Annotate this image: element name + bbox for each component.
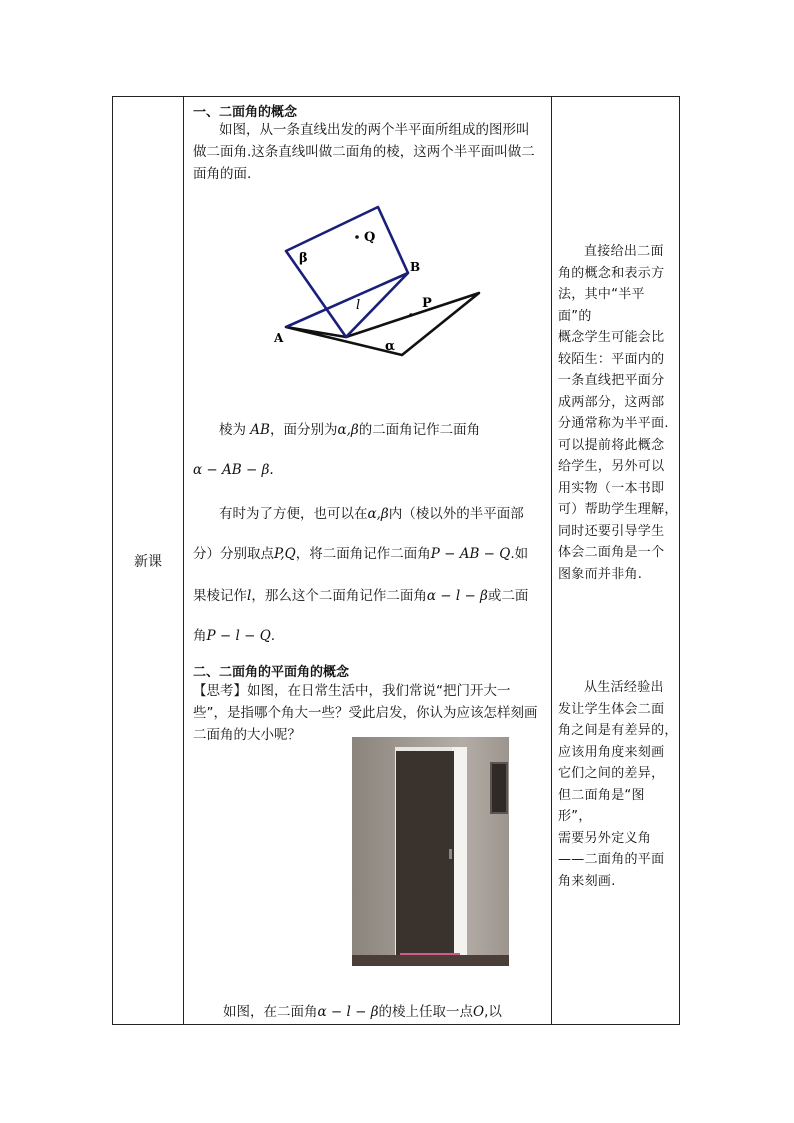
note-line: 角之间是有差异的， <box>558 723 678 738</box>
text-line <box>193 585 528 607</box>
note-line: 可以提前将此概念 <box>558 437 665 453</box>
text-line <box>193 625 275 647</box>
edge-ab <box>286 273 408 327</box>
text-line: 【思考】如图，在日常生活中，我们常说“把门开大一 <box>193 683 511 699</box>
math-span: l <box>247 588 252 604</box>
note-line: 分通常称为半平面. <box>558 416 669 431</box>
plane-alpha <box>286 293 479 355</box>
math-span: P − AB − Q <box>430 546 511 562</box>
label-b: B <box>410 260 421 274</box>
math-span: P − l − Q <box>206 628 271 644</box>
section2-heading: 二、二面角的平面角的概念 <box>193 665 350 680</box>
note-line: 可）帮助学生理解， <box>558 502 678 517</box>
note-line: 给学生，另外可以 <box>558 459 665 474</box>
math-span: α,β <box>367 506 389 522</box>
math-span: α − l − β <box>317 1004 379 1020</box>
wall-picture <box>490 762 508 814</box>
note-line: 应该用角度来刻画 <box>558 744 665 760</box>
text-line: 如图，从一条直线出发的两个半平面所组成的图形叫 <box>219 122 530 138</box>
notes-column <box>552 97 680 1024</box>
text-line <box>219 503 524 525</box>
text-line: 二面角的大小呢？ <box>193 727 301 743</box>
label-q: Q <box>364 230 376 245</box>
text-span: 果棱记作 <box>193 588 247 604</box>
floor-line <box>400 953 460 955</box>
math-span: P,Q <box>274 546 296 562</box>
note-line: 图象而并非角. <box>558 566 643 582</box>
text-span: 或二面 <box>487 588 529 604</box>
note-line: 较陌生：平面内的 <box>558 351 665 367</box>
text-span: .如 <box>510 546 529 562</box>
note-line: 概念学生可能会比 <box>558 330 665 345</box>
text-span: ，那么这个二面角记作二面角 <box>251 588 427 604</box>
teaching-note-2 <box>558 677 678 892</box>
teaching-note-1 <box>558 241 678 585</box>
text-line: 做二面角.这条直线叫做二面角的棱，这两个半平面叫做二 <box>193 144 535 160</box>
math-span: O <box>473 1004 485 1020</box>
text-line <box>223 1001 502 1023</box>
note-line: 同时还要引导学生 <box>558 523 665 539</box>
text-span: . <box>270 628 276 644</box>
note-line: 直接给出二面 <box>584 244 664 259</box>
note-line: 从生活经验出 <box>584 680 664 695</box>
text-line: 面角的面. <box>193 166 252 182</box>
label-alpha: α <box>385 339 396 354</box>
text-span: 的棱上任取一点 <box>378 1004 474 1020</box>
math-span: α,β <box>337 422 359 438</box>
math-span: α − AB − β. <box>193 462 274 478</box>
label-a: A <box>274 331 284 345</box>
text-span: 如图，在二面角 <box>223 1004 318 1020</box>
note-line: 它们之间的差异， <box>558 766 665 781</box>
text-line: 些”，是指哪个角大一些？受此启发，你认为应该怎样刻画 <box>193 705 538 721</box>
text-span: 内（棱以外的半平面部 <box>388 506 524 522</box>
math-span: AB <box>250 422 270 438</box>
text-span: ,以 <box>484 1004 502 1020</box>
dihedral-figure <box>264 189 504 359</box>
point-p <box>409 313 413 317</box>
text-span: 的二面角记作二面角 <box>358 422 481 438</box>
text-span: 分）分别取点 <box>193 546 274 562</box>
row-label: 新课 <box>134 553 162 570</box>
label-beta: β <box>299 251 308 266</box>
note-line: 成两部分，这两部 <box>558 394 665 410</box>
note-line: 需要另外定义角 <box>558 830 652 846</box>
doorway-light <box>452 747 467 957</box>
text-span: ，将二面角记作二面角 <box>295 546 431 562</box>
text-line <box>193 459 274 481</box>
note-line: 发让学生体会二面 <box>558 701 665 717</box>
text-span: 有时为了方便，也可以在 <box>219 506 368 522</box>
note-line: 角的概念和表示方 <box>558 265 665 281</box>
content-column <box>184 97 551 1024</box>
label-p: P <box>422 296 432 311</box>
text-line <box>193 543 528 565</box>
note-line: 法，其中“半平面”的 <box>558 287 645 324</box>
note-line: 用实物（一本书即 <box>558 480 665 496</box>
note-line: ——二面角的平面 <box>558 852 665 867</box>
door-photo <box>352 737 509 966</box>
note-line: 一条直线把平面分 <box>558 373 665 388</box>
text-span: 角 <box>193 628 207 644</box>
text-span: ，面分别为 <box>269 422 338 438</box>
floor <box>352 955 509 966</box>
section1-heading: 一、二面角的概念 <box>193 105 298 120</box>
math-span: α − l − β <box>426 588 488 604</box>
note-line: 但二面角是“图形”， <box>558 787 645 824</box>
note-line: 体会二面角是一个 <box>558 545 665 560</box>
label-l: l <box>356 298 361 313</box>
door-panel <box>396 751 454 957</box>
lesson-table <box>112 96 680 1025</box>
text-span: 棱为 <box>219 422 246 438</box>
point-q <box>355 235 359 239</box>
text-line <box>219 419 480 441</box>
note-line: 角来刻画. <box>558 873 616 889</box>
door-handle <box>449 849 452 859</box>
